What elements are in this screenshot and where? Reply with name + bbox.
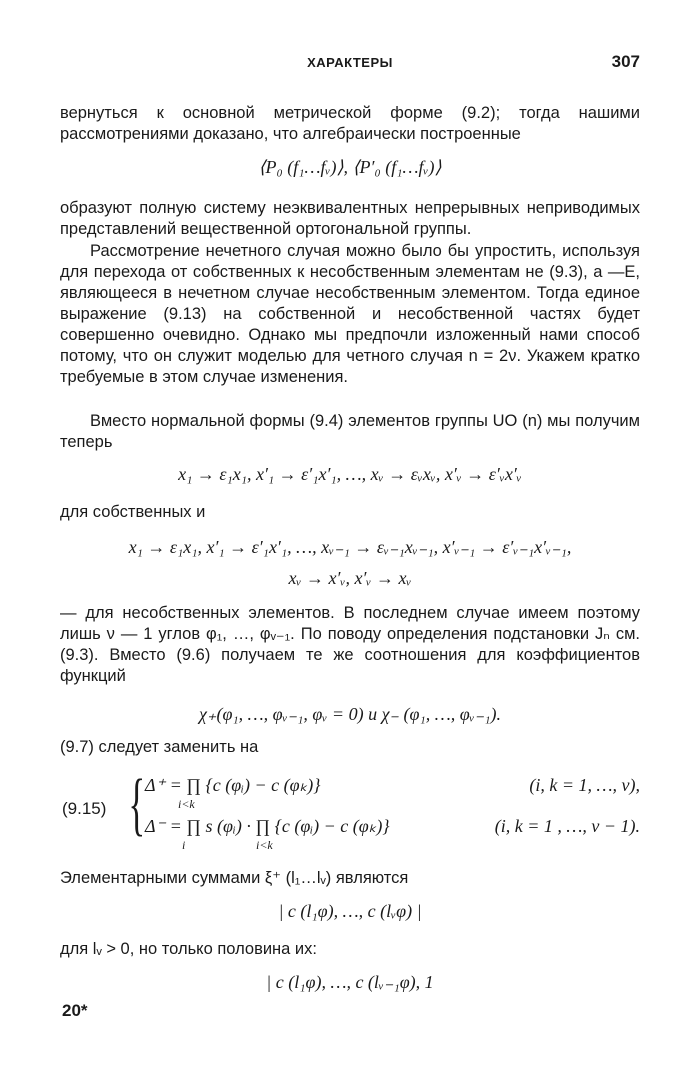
- equation-label: (9.15): [62, 799, 107, 818]
- page-number: 307: [611, 52, 640, 71]
- paragraph-9: для lᵥ > 0, но только половина их:: [60, 940, 317, 958]
- paragraph-4: Вместо нормальной формы (9.4) элементов группы UO (n) мы получим теперь: [60, 412, 640, 451]
- paragraph-3: Рассмотрение нечетного случая можно было бы упростить, используя для перехода от собственных к несобственным элементам не (9.3), а —E, являющееся в нечетном случае несобственным элементом. Тогда единое выражение (9.13) на собственной и несобственной частях будет совершенно очевидно. Однако мы предпочли изложенный нами способ потому, что он служит моделью для четного случая n = 2ν. Укажем кратко требуемые в этом случае изменения.: [60, 242, 640, 386]
- equation-line-1-subscript: i<k: [178, 797, 195, 811]
- signature-mark: 20*: [62, 1001, 88, 1020]
- equation-line-2-expr: Δ⁻ = ∏ s (φᵢ) · ∏ {c (φᵢ) − c (φₖ)}: [145, 816, 390, 836]
- formula-improper-elements-1: x₁ → ε₁x₁, x′₁ → ε′₁x′₁, …, xᵥ₋₁ → εᵥ₋₁xᵥ₋₁, x′ᵥ₋₁ → ε′ᵥ₋₁x′ᵥ₋₁,: [128, 537, 572, 557]
- paragraph-1: вернуться к основной метрической форме (9.2); тогда нашими рассмотрениями доказано, что алгебраически построенные: [60, 104, 640, 143]
- equation-line-1: [145, 775, 320, 796]
- formula-determinant-2: | c (l₁φ), …, c (lᵥ₋₁φ), 1: [266, 972, 434, 992]
- formula-p0: ⟨P₀ (f₁…fᵥ)⟩, ⟨P′₀ (f₁…fᵥ)⟩: [258, 157, 442, 177]
- equation-line-1-expr: Δ⁺ = ∏ {c (φᵢ) − c (φₖ)}: [145, 775, 321, 795]
- formula-chi: χ₊(φ₁, …, φᵥ₋₁, φᵥ = 0) и χ₋ (φ₁, …, φᵥ₋₁).: [199, 704, 501, 724]
- paragraph-5: для собственных и: [60, 503, 206, 521]
- equation-line-2-subscript-2: i<k: [256, 838, 273, 852]
- formula-proper-elements: x₁ → ε₁x₁, x′₁ → ε′₁x′₁, …, xᵥ → εᵥxᵥ, x′ᵥ → ε′ᵥx′ᵥ: [178, 464, 522, 484]
- formula-determinant-1: | c (l₁φ), …, c (lᵥφ) |: [278, 901, 422, 921]
- formula-improper-elements-2: xᵥ → x′ᵥ, x′ᵥ → xᵥ: [288, 568, 412, 588]
- paragraph-6: — для несобственных элементов. В последнем случае имеем поэтому лишь ν — 1 углов φ₁, …, φᵥ₋₁. По поводу определения подстановки Jₙ см. (9.3). Вместо (9.6) получаем те же соотношения для коэффициентов функций: [60, 604, 640, 685]
- equation-line-2: [145, 816, 390, 837]
- paragraph-8: Элементарными суммами ξ⁺ (l₁…lᵥ) являются: [60, 869, 409, 887]
- equation-line-2-condition: (i, k = 1 , …, ν − 1).: [494, 816, 640, 836]
- equation-line-1-condition: (i, k = 1, …, ν),: [529, 775, 640, 795]
- equation-line-2-subscript-1: i: [182, 838, 186, 852]
- running-header: ХАРАКТЕРЫ: [307, 55, 393, 70]
- paragraph-7: (9.7) следует заменить на: [60, 738, 259, 756]
- paragraph-2: образуют полную систему неэквивалентных непрерывных неприводимых представлений вещественной ортогональной группы.: [60, 199, 640, 238]
- equation-brace: {: [128, 766, 146, 843]
